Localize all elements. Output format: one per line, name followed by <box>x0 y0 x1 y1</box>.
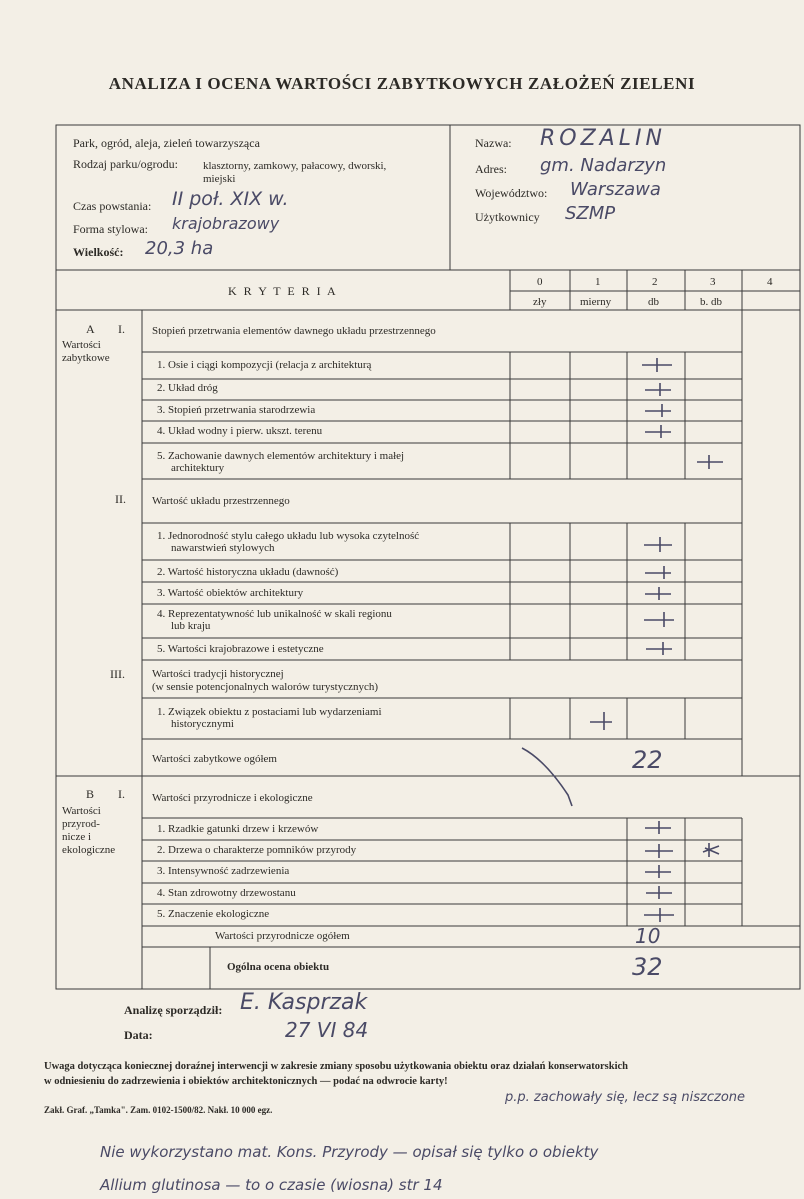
criteria-header: K R Y T E R I A <box>228 284 338 298</box>
rodzaj-options: klasztorny, zamkowy, pałacowy, dworski, <box>203 160 387 172</box>
prepared-value: E. Kasprzak <box>240 990 368 1015</box>
score-0: 0 <box>537 276 543 288</box>
group1-item-2: 2. Układ dróg <box>157 382 218 394</box>
rodzaj-label: Rodzaj parku/ogrodu: <box>73 157 178 171</box>
group3-title-2: (w sensie potencjonalnych walorów turystycznych) <box>152 681 379 693</box>
date-label: Data: <box>124 1028 153 1042</box>
section-b-text-4: ekologiczne <box>62 844 116 856</box>
nazwa-label: Nazwa: <box>475 136 512 150</box>
czas-label: Czas powstania: <box>73 199 152 213</box>
adres-value: gm. Nadarzyn <box>540 155 667 176</box>
handwritten-note-3: Allium glutinosa — to o czasie (wiosna) str 14 <box>100 1176 443 1194</box>
note-line-1: Uwaga dotycząca koniecznej doraźnej interwencji w zakresie zmiany sposobu użytkowania obiektu oraz działań konserwatorskich <box>44 1061 628 1072</box>
nazwa-value: ROZALIN <box>540 126 666 151</box>
section-b-item-3: 3. Intensywność zadrzewienia <box>157 865 290 877</box>
group1-item-1: 1. Osie i ciągi kompozycji (relacja z architekturą <box>157 359 372 371</box>
park-type: Park, ogród, aleja, zieleń towarzysząca <box>73 136 260 150</box>
section-b-text-1: Wartości <box>62 805 101 817</box>
document-title: ANALIZA I OCENA WARTOŚCI ZABYTKOWYCH ZAŁOŻEŃ ZIELENI <box>108 74 696 93</box>
section-a-ii: II. <box>115 492 126 506</box>
section-b-item-4: 4. Stan zdrowotny drzewostanu <box>157 887 296 899</box>
section-b-total-label: Wartości przyrodnicze ogółem <box>215 930 350 942</box>
section-b-item-5: 5. Znaczenie ekologiczne <box>157 908 270 920</box>
score-3: 3 <box>710 276 716 288</box>
score-2: 2 <box>652 276 658 288</box>
forma-label: Forma stylowa: <box>73 222 148 236</box>
group3-item-1: 1. Związek obiektu z postaciami lub wydarzeniami <box>157 706 382 718</box>
section-b-total-value: 10 <box>635 924 661 948</box>
note-line-2: w odniesieniu do zadrzewienia i obiektów architektonicznych — podać na odwrocie karty! <box>44 1076 448 1087</box>
group2-title: Wartość układu przestrzennego <box>152 495 290 507</box>
section-a-total-value: 22 <box>632 746 663 774</box>
group2-item-5: 5. Wartości krajobrazowe i estetyczne <box>157 643 324 655</box>
wielkosc-value: 20,3 ha <box>145 238 214 259</box>
section-a-text-2: zabytkowe <box>62 352 110 364</box>
section-a-total-label: Wartości zabytkowe ogółem <box>152 753 277 765</box>
group2-item-1b: nawarstwień stylowych <box>171 542 275 554</box>
adres-label: Adres: <box>475 162 507 176</box>
group2-item-4b: lub kraju <box>171 620 211 632</box>
date-value: 27 VI 84 <box>285 1018 369 1042</box>
group2-item-2: 2. Wartość historyczna układu (dawność) <box>157 566 339 578</box>
rodzaj-options-2: miejski <box>203 173 236 185</box>
uzytk-value: SZMP <box>565 203 616 224</box>
wielkosc-label: Wielkość: <box>73 245 124 259</box>
section-b-text-2: przyrod- <box>62 818 100 830</box>
group1-item-4: 4. Układ wodny i pierw. ukszt. terenu <box>157 425 323 437</box>
section-b-letter: B <box>86 787 95 801</box>
group1-item-5: 5. Zachowanie dawnych elementów architektury i małej <box>157 450 405 462</box>
handwritten-note-2: Nie wykorzystano mat. Kons. Przyrody — opisał się tylko o obiekty <box>100 1143 599 1161</box>
section-b-text-3: nicze i <box>62 831 92 843</box>
section-a-i: I. <box>118 322 125 336</box>
group2-item-1: 1. Jednorodność stylu całego układu lub wysoka czytelność <box>157 530 420 542</box>
group2-item-3: 3. Wartość obiektów architektury <box>157 587 304 599</box>
score-word-1: mierny <box>580 296 612 308</box>
group3-title: Wartości tradycji historycznej <box>152 668 284 680</box>
score-word-2: db <box>648 296 659 308</box>
group2-item-4: 4. Reprezentatywność lub unikalność w skali regionu <box>157 608 392 620</box>
group3-item-1b: historycznymi <box>171 718 234 730</box>
print-info: Zakł. Graf. „Tamka". Zam. 0102-1500/82. Nakł. 10 000 egz. <box>44 1105 273 1115</box>
woj-label: Województwo: <box>475 186 548 200</box>
woj-value: Warszawa <box>570 179 661 200</box>
section-b-i: I. <box>118 787 125 801</box>
group1-item-5b: architektury <box>171 462 225 474</box>
section-a-iii: III. <box>110 667 125 681</box>
section-b-item-1: 1. Rzadkie gatunki drzew i krzewów <box>157 823 319 835</box>
handwritten-note-1: p.p. zachowały się, lecz są niszczone <box>505 1090 746 1105</box>
section-b-title: Wartości przyrodnicze i ekologiczne <box>152 792 313 804</box>
overall-value: 32 <box>632 953 663 981</box>
score-1: 1 <box>595 276 601 288</box>
score-word-3: b. db <box>700 296 722 308</box>
section-a-text-1: Wartości <box>62 339 101 351</box>
score-word-0: zły <box>533 296 547 308</box>
uzytk-label: Użytkownicy <box>475 210 540 224</box>
overall-label: Ogólna ocena obiektu <box>227 961 330 973</box>
forma-value: krajobrazowy <box>172 214 280 233</box>
group1-item-3: 3. Stopień przetrwania starodrzewia <box>157 404 316 416</box>
section-a-letter: A <box>86 322 95 336</box>
prepared-label: Analizę sporządził: <box>124 1003 223 1017</box>
section-b-item-2: 2. Drzewa o charakterze pomników przyrody <box>157 844 357 856</box>
czas-value: II poł. XIX w. <box>172 188 289 210</box>
score-4: 4 <box>767 276 773 288</box>
group1-title: Stopień przetrwania elementów dawnego układu przestrzennego <box>152 325 436 337</box>
